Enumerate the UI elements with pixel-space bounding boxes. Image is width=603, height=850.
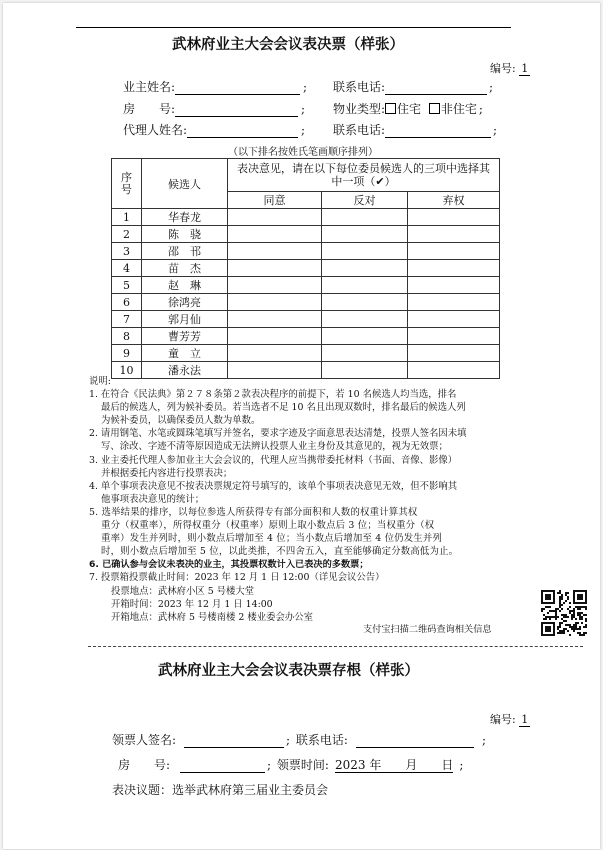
- agree-cell[interactable]: [228, 260, 322, 277]
- row-number: 4: [112, 260, 142, 277]
- table-row: [112, 226, 500, 243]
- owner-name-label: 业主姓名:: [123, 80, 176, 94]
- table-row: [112, 345, 500, 362]
- notes-title: 说明:: [89, 376, 111, 387]
- agree-cell[interactable]: [228, 243, 322, 260]
- table-row: [112, 209, 500, 226]
- note-line: 1. 在符合《民法典》第２７８条第２款表决程序的前提下，若 10 名候选人均当选，排名: [89, 389, 457, 401]
- oppose-cell[interactable]: [322, 243, 408, 260]
- row-number: 8: [112, 328, 142, 345]
- vote-table: [111, 158, 500, 379]
- residential-label: 住宅: [397, 102, 422, 116]
- agree-cell[interactable]: [228, 328, 322, 345]
- stub-signer-row: 领票人签名: ; 联系电话: ;: [112, 733, 487, 747]
- note-line: 4. 单个事项表决意见不按表决票规定符号填写的，该单个事项表决意见无效，但不影响其: [89, 480, 458, 492]
- proxy-phone-field[interactable]: [385, 124, 491, 138]
- candidate-name: 邵 邗: [142, 243, 228, 260]
- agree-cell[interactable]: [228, 209, 322, 226]
- note-line: 开箱时间：2023 年 12 月 1 日 14:00: [111, 598, 273, 610]
- stub-signer-field[interactable]: [184, 734, 284, 748]
- note-line: 5. 选举结果的排序，以每位参选人所获得专有部分面积和人数的权重计算其权: [89, 506, 418, 518]
- candidate-name: 苗 杰: [142, 260, 228, 277]
- non-residential-label: 非住宅: [440, 102, 477, 116]
- row-number: 2: [112, 226, 142, 243]
- stub-phone-label: 联系电话:: [295, 733, 348, 747]
- note-line: 开箱地点：武林府 5 号楼南楼 2 楼业委会办公室: [111, 611, 313, 623]
- abstain-cell[interactable]: [408, 277, 500, 294]
- row-number: 3: [112, 243, 142, 260]
- table-row: [112, 243, 500, 260]
- note-line: 重分（权重率），所得权重分（权重率）原则上取小数点后 3 位；当权重分（权: [101, 520, 435, 532]
- note-line: 6. 已确认参与会议未表决的业主，其投票权数计入已表决的多数票；: [89, 559, 369, 571]
- oppose-cell[interactable]: [322, 294, 408, 311]
- serial-label: 编号:: [490, 62, 516, 75]
- phone-label-2: 联系电话:: [333, 123, 386, 137]
- note-line: 并根据委托内容进行投票表决；: [101, 467, 233, 479]
- abstain-cell[interactable]: [408, 260, 500, 277]
- note-line: 7. 投票箱投票截止时间：2023 年 12 月 1 日 12:00（详见会议公告）: [89, 572, 385, 584]
- owner-phone-row: 联系电话: ;: [333, 80, 494, 94]
- stub-title: 武林府业主大会会议表决票存根（样张）: [158, 663, 419, 679]
- proxy-row: 代理人姓名: ;: [123, 123, 306, 137]
- agree-cell[interactable]: [228, 311, 322, 328]
- ballot-title: 武林府业主大会会议表决票（样张）: [172, 37, 404, 53]
- top-rule: [76, 27, 511, 28]
- row-number: 5: [112, 277, 142, 294]
- abstain-cell[interactable]: [408, 226, 500, 243]
- stub-topic-label: 表决议题：: [112, 783, 173, 797]
- row-number: 6: [112, 294, 142, 311]
- note-line: 写、涂改、字迹不清等原因造成无法辨认投票人业主身份及其意见的，视为无效票；: [101, 441, 448, 453]
- col-agree-header: 同意: [228, 192, 322, 209]
- oppose-cell[interactable]: [322, 311, 408, 328]
- col-no-header: 序号: [112, 159, 142, 209]
- oppose-cell[interactable]: [322, 277, 408, 294]
- candidate-name: 赵 琳: [142, 277, 228, 294]
- agree-cell[interactable]: [228, 294, 322, 311]
- col-candidate-header: 候选人: [142, 159, 228, 209]
- notes-section: [89, 375, 559, 624]
- stub-serial-label: 编号:: [490, 713, 516, 726]
- oppose-cell[interactable]: [322, 260, 408, 277]
- candidate-name: 徐鸿亮: [142, 294, 228, 311]
- stub-topic-row: [112, 781, 328, 798]
- candidate-name: 曹芳芳: [142, 328, 228, 345]
- non-residential-checkbox[interactable]: [429, 103, 440, 114]
- agree-cell[interactable]: [228, 226, 322, 243]
- note-line: 重率）发生并列时，则小数点后增加至 4 位；当小数点后增加至 4 位仍发生并列: [101, 533, 443, 545]
- proxy-name-field[interactable]: [187, 124, 298, 138]
- qr-code-image: [541, 590, 587, 636]
- row-number: 1: [112, 209, 142, 226]
- qr-caption: 支付宝扫描二维码查询相关信息: [363, 624, 492, 635]
- stub-room-field[interactable]: [180, 759, 265, 773]
- stub-topic-value: 选举武林府第三届业主委员会: [172, 783, 329, 797]
- stub-time-value[interactable]: 2023 年 月 日: [334, 758, 454, 772]
- note-line: 为候补委员，以确保委员人数为单数。: [101, 415, 261, 427]
- cut-line: [88, 646, 583, 647]
- col-opinion-header: 表决意见，请在以下每位委员候选人的三项中选择其中一项（✔）: [228, 159, 500, 192]
- note-line: 投票地点：武林府小区 5 号楼大堂: [111, 585, 255, 597]
- oppose-cell[interactable]: [322, 226, 408, 243]
- ballot-serial: [490, 60, 530, 76]
- note-line: 3. 业主委托代理人参加业主大会会议的，代理人应当携带委托材料（书面、音像、影像）: [89, 454, 458, 466]
- row-number: 10: [112, 362, 142, 379]
- room-label: 房 号:: [123, 102, 176, 116]
- stub-signer-label: 领票人签名:: [112, 733, 177, 747]
- serial-value: 1: [521, 62, 529, 75]
- stub-phone-field[interactable]: [356, 734, 474, 748]
- agree-cell[interactable]: [228, 277, 322, 294]
- phone-field[interactable]: [385, 81, 487, 95]
- candidate-name: 潘永法: [142, 362, 228, 379]
- row-number: 7: [112, 311, 142, 328]
- candidate-name: 童 立: [142, 345, 228, 362]
- candidate-name: 陈 骁: [142, 226, 228, 243]
- table-row: [112, 277, 500, 294]
- room-field[interactable]: [175, 103, 298, 117]
- abstain-cell[interactable]: [408, 328, 500, 345]
- note-line: 他事项表决意见的统计；: [101, 493, 205, 505]
- table-row: [112, 311, 500, 328]
- col-abstain-header: 弃权: [408, 192, 500, 209]
- table-row: [112, 328, 500, 345]
- stub-serial: [490, 711, 530, 727]
- proxy-name-label: 代理人姓名:: [123, 123, 188, 137]
- col-oppose-header: 反对: [322, 192, 408, 209]
- note-line: 最后的候选人，列为候补委员。若当选者不足 10 名且出现双数时，排名最后的候选人列: [101, 402, 466, 414]
- abstain-cell[interactable]: [408, 243, 500, 260]
- table-header-row: [112, 159, 500, 192]
- owner-name-row: 业主姓名: ;: [123, 80, 308, 94]
- abstain-cell[interactable]: [408, 294, 500, 311]
- room-row: 房 号: ;: [123, 102, 306, 116]
- stub-serial-value: 1: [521, 713, 529, 726]
- candidate-name: 郭月仙: [142, 311, 228, 328]
- stub-room-row: 房 号: ; 领票时间: 2023 年 月 日 ;: [118, 758, 464, 772]
- oppose-cell[interactable]: [322, 328, 408, 345]
- note-line: 时，则小数点后增加至 5 位，以此类推，不四舍五入，直至能够确定分数高低为止。: [101, 546, 459, 558]
- stub-time-label: 领票时间:: [276, 758, 329, 772]
- oppose-cell[interactable]: [322, 209, 408, 226]
- table-row: [112, 294, 500, 311]
- proxy-phone-row: 联系电话: ;: [333, 123, 498, 137]
- property-type-row: 物业类型: 住宅 非住宅 ;: [333, 102, 483, 116]
- abstain-cell[interactable]: [408, 311, 500, 328]
- table-row: [112, 260, 500, 277]
- owner-name-field[interactable]: [175, 81, 300, 95]
- residential-checkbox[interactable]: [385, 103, 396, 114]
- row-number: 9: [112, 345, 142, 362]
- agree-cell[interactable]: [228, 345, 322, 362]
- phone-label: 联系电话:: [333, 80, 386, 94]
- sort-note: （以下排名按姓氏笔画顺序排列）: [228, 147, 378, 158]
- property-type-label: 物业类型:: [333, 102, 386, 116]
- oppose-cell[interactable]: [322, 345, 408, 362]
- note-line: 2. 请用钢笔、水笔或圆珠笔填写并签名，要求字迹及字面意思表达清楚，投票人签名因未填: [89, 428, 467, 440]
- candidate-name: 华春龙: [142, 209, 228, 226]
- stub-room-label: 房 号:: [118, 758, 171, 772]
- abstain-cell[interactable]: [408, 209, 500, 226]
- abstain-cell[interactable]: [408, 345, 500, 362]
